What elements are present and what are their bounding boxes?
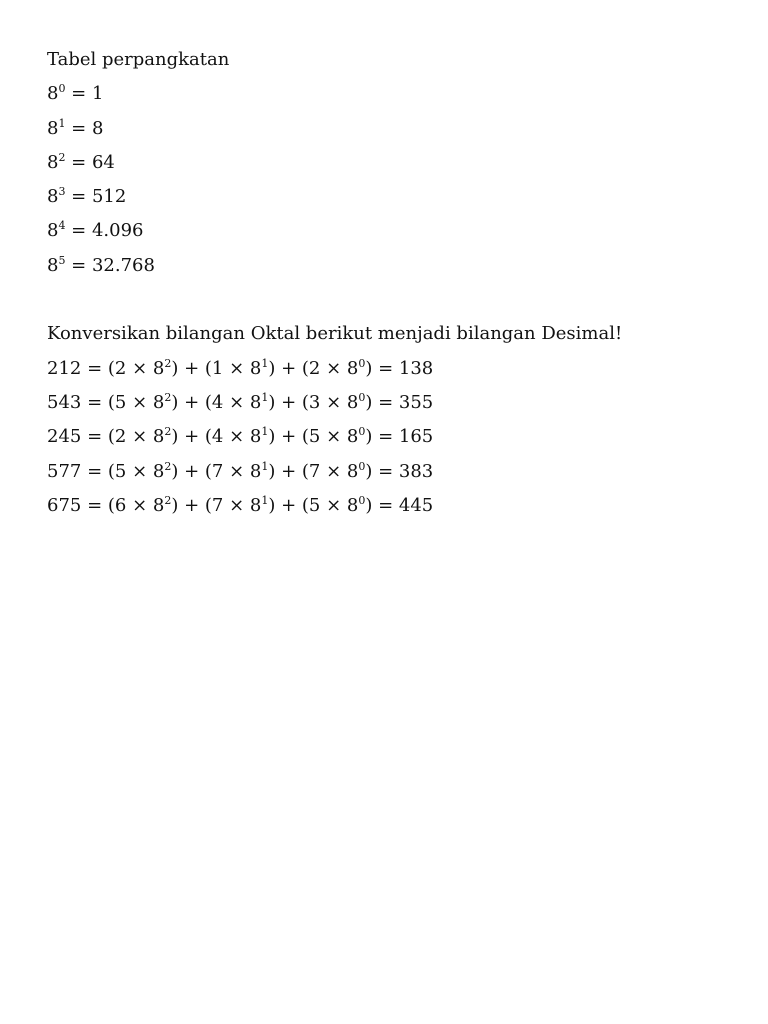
conversion-row	[47, 489, 747, 523]
equals-sign: ) =	[365, 460, 399, 482]
power-row	[47, 249, 747, 283]
octal-number: 675	[47, 494, 82, 516]
term-1: = (5 × 8	[81, 391, 165, 413]
power-base: 8	[47, 151, 59, 173]
power-base: 8	[47, 220, 59, 242]
power-result: = 8	[65, 117, 104, 139]
exponent: 1	[261, 425, 269, 439]
term-1: = (5 × 8	[81, 460, 165, 482]
power-result: = 4.096	[65, 220, 144, 242]
power-row	[47, 146, 747, 180]
decimal-result: 138	[398, 357, 434, 379]
equals-sign: ) =	[365, 494, 399, 516]
term-1: = (6 × 8	[81, 494, 165, 516]
conversion-row	[47, 352, 747, 386]
term-2: ) + (7 × 8	[171, 460, 262, 482]
exponent: 2	[164, 390, 172, 404]
decimal-result: 165	[398, 426, 434, 448]
power-base: 8	[47, 254, 59, 276]
term-2: ) + (1 × 8	[171, 357, 262, 379]
exponent: 0	[358, 493, 366, 507]
exponent: 2	[164, 493, 172, 507]
power-base: 8	[47, 117, 59, 139]
power-result: = 1	[65, 83, 104, 105]
power-row	[47, 214, 747, 248]
power-exponent: 5	[58, 253, 66, 267]
power-table-title: Tabel perpangkatan	[47, 49, 230, 70]
equals-sign: ) =	[365, 357, 399, 379]
conversion-list	[47, 352, 747, 523]
exponent: 2	[164, 459, 172, 473]
exponent: 1	[261, 356, 269, 370]
power-row	[47, 112, 747, 146]
term-2: ) + (4 × 8	[171, 426, 262, 448]
term-3: ) + (5 × 8	[268, 426, 359, 448]
exponent: 2	[164, 425, 172, 439]
exponent: 0	[358, 425, 366, 439]
term-3: ) + (7 × 8	[268, 460, 359, 482]
decimal-result: 383	[398, 460, 434, 482]
equals-sign: ) =	[365, 391, 399, 413]
term-3: ) + (2 × 8	[268, 357, 359, 379]
exponent: 0	[358, 390, 366, 404]
exponent: 1	[261, 459, 269, 473]
power-exponent: 4	[58, 219, 66, 233]
term-1: = (2 × 8	[81, 426, 165, 448]
power-exponent: 2	[58, 150, 66, 164]
conversion-row	[47, 455, 747, 489]
exponent: 1	[261, 390, 269, 404]
power-row	[47, 180, 747, 214]
power-row	[47, 77, 747, 111]
power-exponent: 0	[58, 82, 66, 96]
power-result: = 64	[65, 151, 115, 173]
octal-number: 577	[47, 460, 82, 482]
term-2: ) + (4 × 8	[171, 391, 262, 413]
power-exponent: 1	[58, 116, 66, 130]
power-base: 8	[47, 186, 59, 208]
term-1: = (2 × 8	[81, 357, 165, 379]
octal-number: 543	[47, 391, 82, 413]
power-result: = 512	[65, 186, 127, 208]
decimal-result: 355	[398, 391, 434, 413]
term-3: ) + (3 × 8	[268, 391, 359, 413]
term-2: ) + (7 × 8	[171, 494, 262, 516]
document-page	[47, 43, 747, 523]
power-result: = 32.768	[65, 254, 155, 276]
conversion-row	[47, 386, 747, 420]
octal-number: 245	[47, 426, 82, 448]
exponent: 0	[358, 459, 366, 473]
blank-line	[47, 283, 747, 317]
decimal-result: 445	[398, 494, 434, 516]
term-3: ) + (5 × 8	[268, 494, 359, 516]
conversion-row	[47, 420, 747, 454]
exponent: 2	[164, 356, 172, 370]
exponent: 0	[358, 356, 366, 370]
equals-sign: ) =	[365, 426, 399, 448]
octal-number: 212	[47, 357, 82, 379]
conversion-instruction: Konversikan bilangan Oktal berikut menjadi bilangan Desimal!	[47, 323, 623, 345]
power-exponent: 3	[58, 185, 66, 199]
power-base: 8	[47, 83, 59, 105]
exponent: 1	[261, 493, 269, 507]
